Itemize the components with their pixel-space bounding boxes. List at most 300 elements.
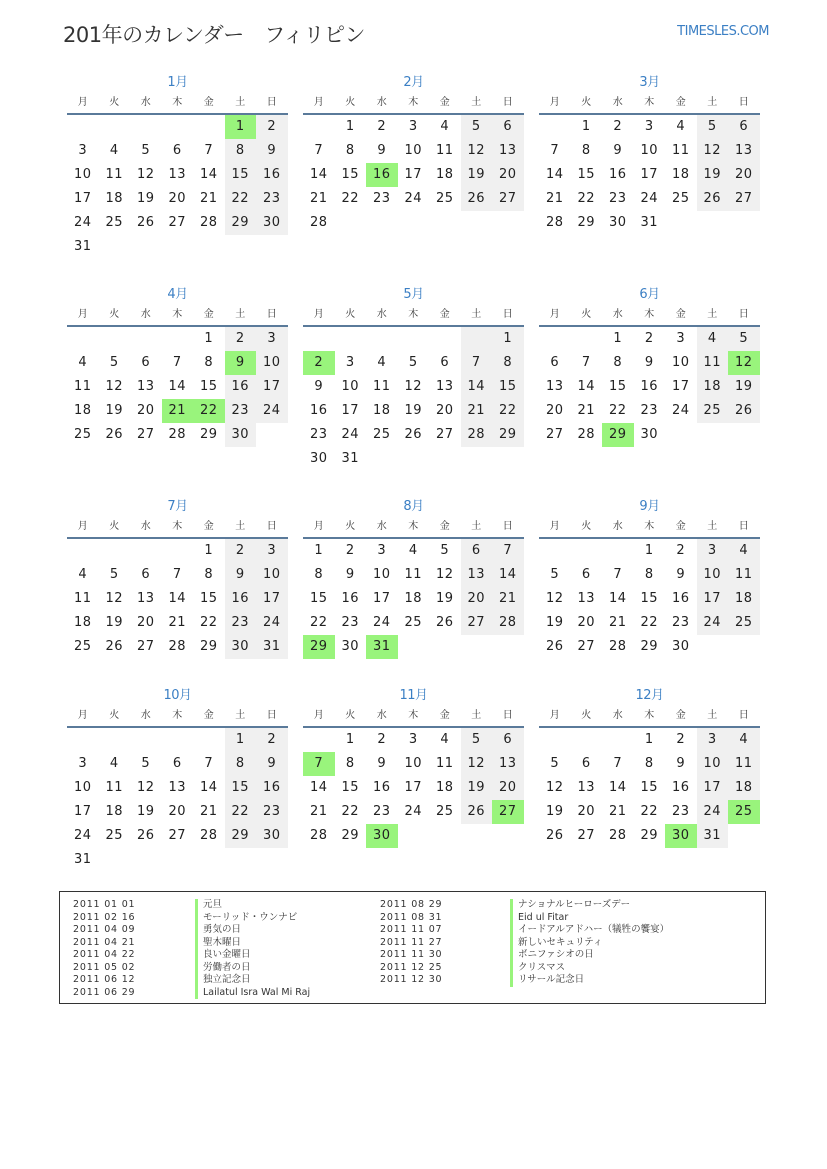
day-cell: 24 [697, 611, 729, 635]
brand-logo-text[interactable]: TIMESLES.COM [677, 24, 769, 39]
day-cell: 2 [613, 119, 623, 134]
day-cell: 29 [341, 828, 360, 843]
holiday-day-cell: 25 [728, 800, 760, 824]
day-cell: 8 [204, 355, 214, 370]
weekday-label: 土 [707, 309, 718, 320]
legend-date: 2011 08 31 [380, 911, 443, 923]
day-cell: 24 [372, 615, 391, 630]
day-cell: 19 [105, 615, 124, 630]
day-cell: 10 [640, 143, 659, 158]
month-block [303, 284, 524, 496]
day-cell: 1 [345, 732, 355, 747]
legend-date: 2011 11 27 [380, 936, 443, 948]
day-cell: 12 [461, 752, 493, 776]
day-cell: 19 [435, 591, 454, 606]
legend-date: 2011 11 07 [380, 924, 443, 935]
day-cell: 28 [608, 639, 627, 654]
weekday-label: 水 [376, 309, 387, 320]
month-name: 10月 [163, 688, 192, 703]
day-cell: 10 [256, 351, 288, 375]
day-cell: 8 [613, 355, 623, 370]
day-cell-empty [571, 728, 603, 752]
day-cell: 4 [728, 539, 760, 563]
day-cell: 23 [309, 427, 328, 442]
day-cell: 9 [676, 756, 686, 771]
legend-holiday-name: モーリッド・ウンナビ [195, 912, 310, 925]
day-cell: 16 [225, 375, 257, 399]
day-cell: 9 [256, 139, 288, 163]
legend-names-left [195, 899, 310, 999]
holiday-day-cell: 7 [303, 752, 335, 776]
day-cell: 23 [372, 191, 391, 206]
day-cell-empty [571, 327, 603, 351]
day-cell-empty [162, 327, 194, 351]
legend-dates-left [73, 899, 135, 999]
legend-holiday-name: 聖木曜日 [195, 937, 310, 950]
legend-holiday-name: リサール記念日 [510, 974, 669, 987]
holiday-day-cell: 22 [193, 399, 225, 423]
weekday-header [539, 93, 760, 115]
day-cell-empty [99, 728, 131, 752]
day-cell: 14 [199, 167, 218, 182]
day-cell: 19 [461, 776, 493, 800]
day-cell-empty [99, 327, 131, 351]
day-cell: 5 [461, 728, 493, 752]
day-cell-empty [162, 728, 194, 752]
legend-date: 2011 06 29 [73, 986, 136, 998]
day-cell: 13 [435, 379, 454, 394]
day-cell: 16 [341, 591, 360, 606]
day-cell: 17 [256, 375, 288, 399]
day-cell: 7 [550, 143, 560, 158]
day-grid [303, 115, 524, 235]
legend-date: 2011 04 22 [73, 949, 136, 960]
month-block [539, 72, 760, 284]
weekday-header [67, 93, 288, 115]
day-cell: 18 [728, 587, 760, 611]
day-cell: 13 [136, 379, 155, 394]
day-cell: 10 [671, 355, 690, 370]
weekday-label: 木 [644, 521, 655, 532]
day-cell: 4 [676, 119, 686, 134]
day-cell: 5 [697, 115, 729, 139]
day-cell: 15 [640, 591, 659, 606]
legend-holiday-name: ナショナルヒーローズデー [510, 899, 669, 912]
day-cell-empty [303, 115, 335, 139]
day-cell: 28 [492, 611, 524, 635]
day-cell: 10 [73, 780, 92, 795]
day-cell: 29 [492, 423, 524, 447]
day-cell: 25 [73, 639, 92, 654]
calendar-grid [67, 72, 761, 875]
weekday-label: 月 [313, 309, 324, 320]
day-cell: 18 [73, 615, 92, 630]
day-cell: 29 [640, 639, 659, 654]
day-cell: 24 [256, 399, 288, 423]
day-cell: 23 [671, 804, 690, 819]
month-name: 11月 [399, 688, 428, 703]
day-cell: 31 [697, 824, 729, 848]
day-cell: 27 [461, 611, 493, 635]
weekday-label: 土 [471, 309, 482, 320]
day-cell: 24 [73, 828, 92, 843]
day-cell: 22 [199, 615, 218, 630]
day-cell: 23 [608, 191, 627, 206]
day-cell: 2 [644, 331, 654, 346]
day-cell: 13 [136, 591, 155, 606]
day-cell: 5 [141, 756, 151, 771]
day-cell: 6 [440, 355, 450, 370]
day-grid [67, 115, 288, 259]
day-cell: 11 [671, 143, 690, 158]
day-cell: 17 [256, 587, 288, 611]
holiday-day-cell: 21 [162, 399, 194, 423]
day-cell: 25 [697, 399, 729, 423]
weekday-label: 土 [235, 97, 246, 108]
day-cell: 18 [435, 167, 454, 182]
day-cell: 16 [671, 591, 690, 606]
day-cell: 19 [728, 375, 760, 399]
weekday-label: 火 [109, 521, 120, 532]
day-cell: 4 [440, 119, 450, 134]
day-cell: 5 [109, 355, 119, 370]
weekday-label: 金 [439, 97, 450, 108]
day-cell: 25 [435, 191, 454, 206]
weekday-label: 土 [471, 710, 482, 721]
day-cell: 20 [136, 403, 155, 418]
day-cell: 27 [136, 639, 155, 654]
weekday-label: 火 [345, 521, 356, 532]
day-cell: 24 [640, 191, 659, 206]
day-cell: 25 [435, 804, 454, 819]
holiday-day-cell: 12 [728, 351, 760, 375]
day-cell: 14 [608, 591, 627, 606]
weekday-label: 月 [549, 309, 560, 320]
day-cell: 1 [644, 732, 654, 747]
weekday-label: 木 [644, 710, 655, 721]
day-cell: 23 [372, 804, 391, 819]
weekday-label: 水 [612, 710, 623, 721]
day-cell: 24 [73, 215, 92, 230]
day-cell: 12 [404, 379, 423, 394]
weekday-label: 月 [549, 97, 560, 108]
day-cell: 23 [225, 399, 257, 423]
day-cell: 29 [577, 215, 596, 230]
weekday-label: 土 [471, 521, 482, 532]
day-cell: 12 [136, 780, 155, 795]
day-cell-empty [162, 539, 194, 563]
weekday-label: 水 [612, 309, 623, 320]
weekday-label: 水 [140, 97, 151, 108]
month-name: 7月 [167, 499, 188, 514]
day-cell: 10 [341, 379, 360, 394]
legend-holiday-name: Eid ul Fitar [510, 912, 669, 925]
day-cell: 2 [345, 543, 355, 558]
day-cell: 17 [341, 403, 360, 418]
day-cell: 27 [545, 427, 564, 442]
month-block [67, 685, 288, 875]
day-cell: 3 [377, 543, 387, 558]
day-cell: 22 [640, 615, 659, 630]
day-cell: 21 [199, 191, 218, 206]
month-block [303, 72, 524, 284]
day-cell: 23 [341, 615, 360, 630]
day-cell: 21 [577, 403, 596, 418]
day-cell: 4 [109, 143, 119, 158]
weekday-header [539, 706, 760, 728]
day-cell: 20 [728, 163, 760, 187]
day-cell: 21 [168, 615, 187, 630]
day-cell: 6 [461, 539, 493, 563]
day-cell: 27 [492, 187, 524, 211]
day-cell: 14 [608, 780, 627, 795]
day-cell: 5 [728, 327, 760, 351]
weekday-label: 木 [408, 97, 419, 108]
day-cell: 10 [73, 167, 92, 182]
day-cell: 28 [545, 215, 564, 230]
weekday-label: 金 [675, 710, 686, 721]
day-cell: 5 [461, 115, 493, 139]
weekday-label: 水 [376, 710, 387, 721]
day-cell: 17 [671, 379, 690, 394]
legend-holiday-name: Lailatul Isra Wal Mi Raj [195, 987, 310, 1000]
day-cell: 26 [545, 828, 564, 843]
weekday-label: 土 [235, 521, 246, 532]
legend-date: 2011 01 01 [73, 899, 136, 910]
day-cell: 25 [372, 427, 391, 442]
weekday-label: 火 [345, 97, 356, 108]
weekday-label: 土 [235, 309, 246, 320]
legend-holiday-name: 独立記念日 [195, 974, 310, 987]
weekday-label: 日 [502, 309, 513, 320]
weekday-label: 木 [172, 309, 183, 320]
day-cell: 9 [256, 752, 288, 776]
day-cell: 11 [105, 167, 124, 182]
day-cell: 3 [697, 728, 729, 752]
day-cell: 10 [404, 143, 423, 158]
day-cell-empty [99, 539, 131, 563]
day-cell: 3 [408, 119, 418, 134]
day-grid [303, 539, 524, 659]
weekday-label: 水 [140, 710, 151, 721]
day-cell: 26 [136, 828, 155, 843]
holiday-day-cell: 29 [303, 635, 335, 659]
day-cell-empty [461, 327, 493, 351]
day-cell: 19 [404, 403, 423, 418]
month-name: 12月 [635, 688, 664, 703]
day-cell-empty [366, 327, 398, 351]
day-cell: 8 [225, 139, 257, 163]
day-cell: 2 [256, 728, 288, 752]
day-cell: 30 [256, 824, 288, 848]
weekday-label: 金 [675, 97, 686, 108]
day-cell: 24 [697, 800, 729, 824]
holiday-legend [59, 891, 766, 1004]
weekday-label: 日 [738, 521, 749, 532]
day-cell: 13 [461, 563, 493, 587]
weekday-label: 金 [203, 97, 214, 108]
weekday-label: 水 [140, 521, 151, 532]
weekday-header [303, 93, 524, 115]
day-cell-empty [539, 115, 571, 139]
weekday-label: 火 [345, 309, 356, 320]
day-cell: 3 [644, 119, 654, 134]
day-cell: 9 [377, 756, 387, 771]
holiday-day-cell: 29 [602, 423, 634, 447]
legend-holiday-name: クリスマス [510, 962, 669, 975]
day-cell: 18 [105, 191, 124, 206]
day-cell: 3 [697, 539, 729, 563]
weekday-label: 水 [376, 97, 387, 108]
page-title: 201年のカレンダー フィリピン [63, 23, 366, 47]
day-cell-empty [130, 327, 162, 351]
day-cell: 3 [256, 327, 288, 351]
weekday-label: 金 [203, 710, 214, 721]
day-cell: 30 [341, 639, 360, 654]
day-cell: 18 [671, 167, 690, 182]
day-cell: 22 [640, 804, 659, 819]
day-cell: 1 [314, 543, 324, 558]
day-cell: 8 [204, 567, 214, 582]
day-cell: 5 [141, 143, 151, 158]
holiday-day-cell: 31 [366, 635, 398, 659]
day-cell: 30 [671, 639, 690, 654]
weekday-label: 日 [738, 710, 749, 721]
day-cell: 5 [440, 543, 450, 558]
day-cell: 20 [577, 615, 596, 630]
legend-dates-right [380, 899, 442, 987]
day-cell: 16 [640, 379, 659, 394]
legend-date: 2011 08 29 [380, 899, 443, 910]
day-cell: 19 [136, 804, 155, 819]
day-cell: 26 [105, 639, 124, 654]
weekday-label: 土 [707, 521, 718, 532]
day-cell: 4 [78, 567, 88, 582]
weekday-label: 月 [313, 710, 324, 721]
day-cell: 17 [404, 167, 423, 182]
weekday-label: 日 [266, 97, 277, 108]
day-cell: 18 [728, 776, 760, 800]
legend-holiday-name: ボニファシオの日 [510, 949, 669, 962]
day-cell: 5 [550, 756, 560, 771]
day-cell: 15 [225, 776, 257, 800]
day-cell: 18 [73, 403, 92, 418]
day-cell: 30 [225, 423, 257, 447]
day-cell: 15 [225, 163, 257, 187]
weekday-label: 月 [77, 710, 88, 721]
day-cell: 17 [697, 776, 729, 800]
weekday-label: 月 [77, 309, 88, 320]
day-cell: 13 [168, 167, 187, 182]
day-cell: 7 [314, 143, 324, 158]
day-cell: 14 [168, 379, 187, 394]
weekday-label: 金 [439, 521, 450, 532]
day-cell: 11 [697, 351, 729, 375]
weekday-label: 日 [502, 97, 513, 108]
month-name: 9月 [639, 499, 660, 514]
day-cell: 6 [492, 728, 524, 752]
day-cell: 13 [577, 780, 596, 795]
month-block [67, 284, 288, 496]
day-cell: 21 [309, 191, 328, 206]
day-cell: 30 [256, 211, 288, 235]
day-cell: 28 [199, 828, 218, 843]
month-name: 5月 [403, 287, 424, 302]
month-block [539, 496, 760, 685]
day-cell: 15 [492, 375, 524, 399]
day-cell: 30 [309, 451, 328, 466]
weekday-label: 日 [266, 521, 277, 532]
day-cell: 13 [492, 752, 524, 776]
day-cell: 18 [697, 375, 729, 399]
weekday-label: 月 [313, 521, 324, 532]
weekday-header [303, 305, 524, 327]
day-cell: 17 [372, 591, 391, 606]
day-cell: 2 [377, 732, 387, 747]
day-cell: 31 [73, 239, 92, 254]
day-cell: 15 [640, 780, 659, 795]
day-cell: 24 [671, 403, 690, 418]
day-cell: 20 [168, 804, 187, 819]
weekday-header [303, 517, 524, 539]
day-cell: 23 [671, 615, 690, 630]
day-cell: 18 [105, 804, 124, 819]
weekday-label: 金 [203, 521, 214, 532]
day-cell: 6 [550, 355, 560, 370]
day-cell: 16 [372, 780, 391, 795]
day-cell: 1 [581, 119, 591, 134]
day-cell: 28 [309, 828, 328, 843]
day-cell-empty [398, 327, 430, 351]
day-cell-empty [303, 327, 335, 351]
day-cell: 11 [404, 567, 423, 582]
day-cell-empty [67, 327, 99, 351]
day-cell: 24 [341, 427, 360, 442]
day-cell: 10 [256, 563, 288, 587]
day-cell: 9 [644, 355, 654, 370]
day-cell: 7 [492, 539, 524, 563]
weekday-label: 土 [471, 97, 482, 108]
day-cell: 11 [435, 756, 454, 771]
day-cell: 22 [341, 191, 360, 206]
day-cell: 5 [550, 567, 560, 582]
day-cell: 2 [676, 543, 686, 558]
day-cell: 20 [461, 587, 493, 611]
weekday-label: 水 [140, 309, 151, 320]
legend-holiday-name: 新しいセキュリティ [510, 937, 669, 950]
weekday-header [67, 305, 288, 327]
legend-date: 2011 04 09 [73, 924, 136, 935]
weekday-label: 火 [581, 97, 592, 108]
day-cell: 21 [309, 804, 328, 819]
weekday-label: 火 [581, 521, 592, 532]
day-cell: 1 [644, 543, 654, 558]
day-cell: 30 [640, 427, 659, 442]
day-cell: 15 [608, 379, 627, 394]
holiday-day-cell: 9 [225, 351, 257, 375]
day-cell-empty [539, 539, 571, 563]
day-cell: 8 [581, 143, 591, 158]
day-cell: 15 [199, 379, 218, 394]
day-grid [539, 728, 760, 848]
day-cell: 14 [199, 780, 218, 795]
day-cell: 9 [377, 143, 387, 158]
day-cell: 4 [408, 543, 418, 558]
month-block [67, 496, 288, 685]
day-cell-empty [193, 115, 225, 139]
day-cell: 9 [613, 143, 623, 158]
day-cell: 5 [109, 567, 119, 582]
